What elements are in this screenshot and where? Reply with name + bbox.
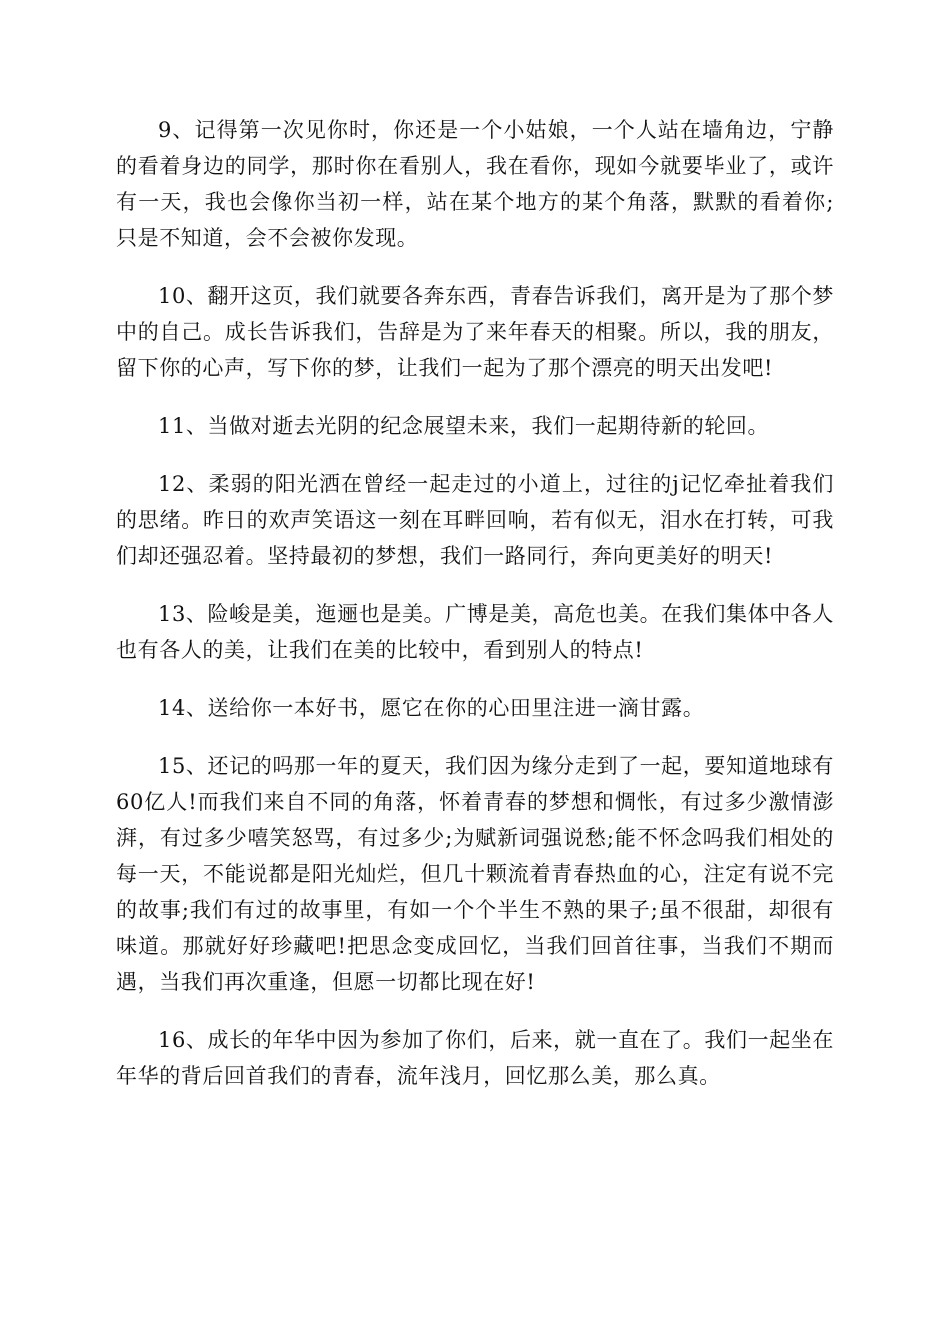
paragraph-14: 14、送给你一本好书，愿它在你的心田里注进一滴甘露。 (158, 696, 705, 720)
paragraph-15: 15、还记的吗那一年的夏天，我们因为缘分走到了一起，要知道地球有60亿人!而我们来自不同的角落，怀着青春的梦想和惆怅，有过多少激情澎湃，有过多少嘻笑怒骂，有过多少;为赋新词强说愁;能不怀念吗我们相处的每一天，不能说都是阳光灿烂，但几十颗流着青春热血的心，注定有说不完的故事;我们有过的故事里，有如一个个半生不熟的果子;虽不很甜，却很有味道。那就好好珍藏吧!把思念变成回忆，当我们回首往事，当我们不期而遇，当我们再次重逢，但愿一切都比现在好! (116, 754, 834, 994)
paragraph-12: 12、柔弱的阳光洒在曾经一起走过的小道上，过往的j记忆牵扯着我们的思绪。昨日的欢声笑语这一刻在耳畔回响，若有似无，泪水在打转，可我们却还强忍着。坚持最初的梦想，我们一路同行，奔向更美好的明天! (116, 472, 834, 568)
paragraph-10: 10、翻开这页，我们就要各奔东西，青春告诉我们，离开是为了那个梦中的自己。成长告诉我们，告辞是为了来年春天的相聚。所以，我的朋友，留下你的心声，写下你的梦，让我们一起为了那个漂亮的明天出发吧! (116, 284, 834, 380)
paragraph-13: 13、险峻是美，迤逦也是美。广博是美，高危也美。在我们集体中各人也有各人的美，让我们在美的比较中，看到别人的特点! (116, 602, 834, 662)
paragraph-16: 16、成长的年华中因为参加了你们，后来，就一直在了。我们一起坐在年华的背后回首我们的青春，流年浅月，回忆那么美，那么真。 (116, 1028, 834, 1088)
paragraph-9: 9、记得第一次见你时，你还是一个小姑娘，一个人站在墙角边，宁静的看着身边的同学，那时你在看别人，我在看你，现如今就要毕业了，或许有一天，我也会像你当初一样，站在某个地方的某个角落，默默的看着你;只是不知道，会不会被你发现。 (116, 118, 834, 250)
paragraph-11: 11、当做对逝去光阴的纪念展望未来，我们一起期待新的轮回。 (158, 414, 770, 438)
document-body (116, 112, 834, 1116)
